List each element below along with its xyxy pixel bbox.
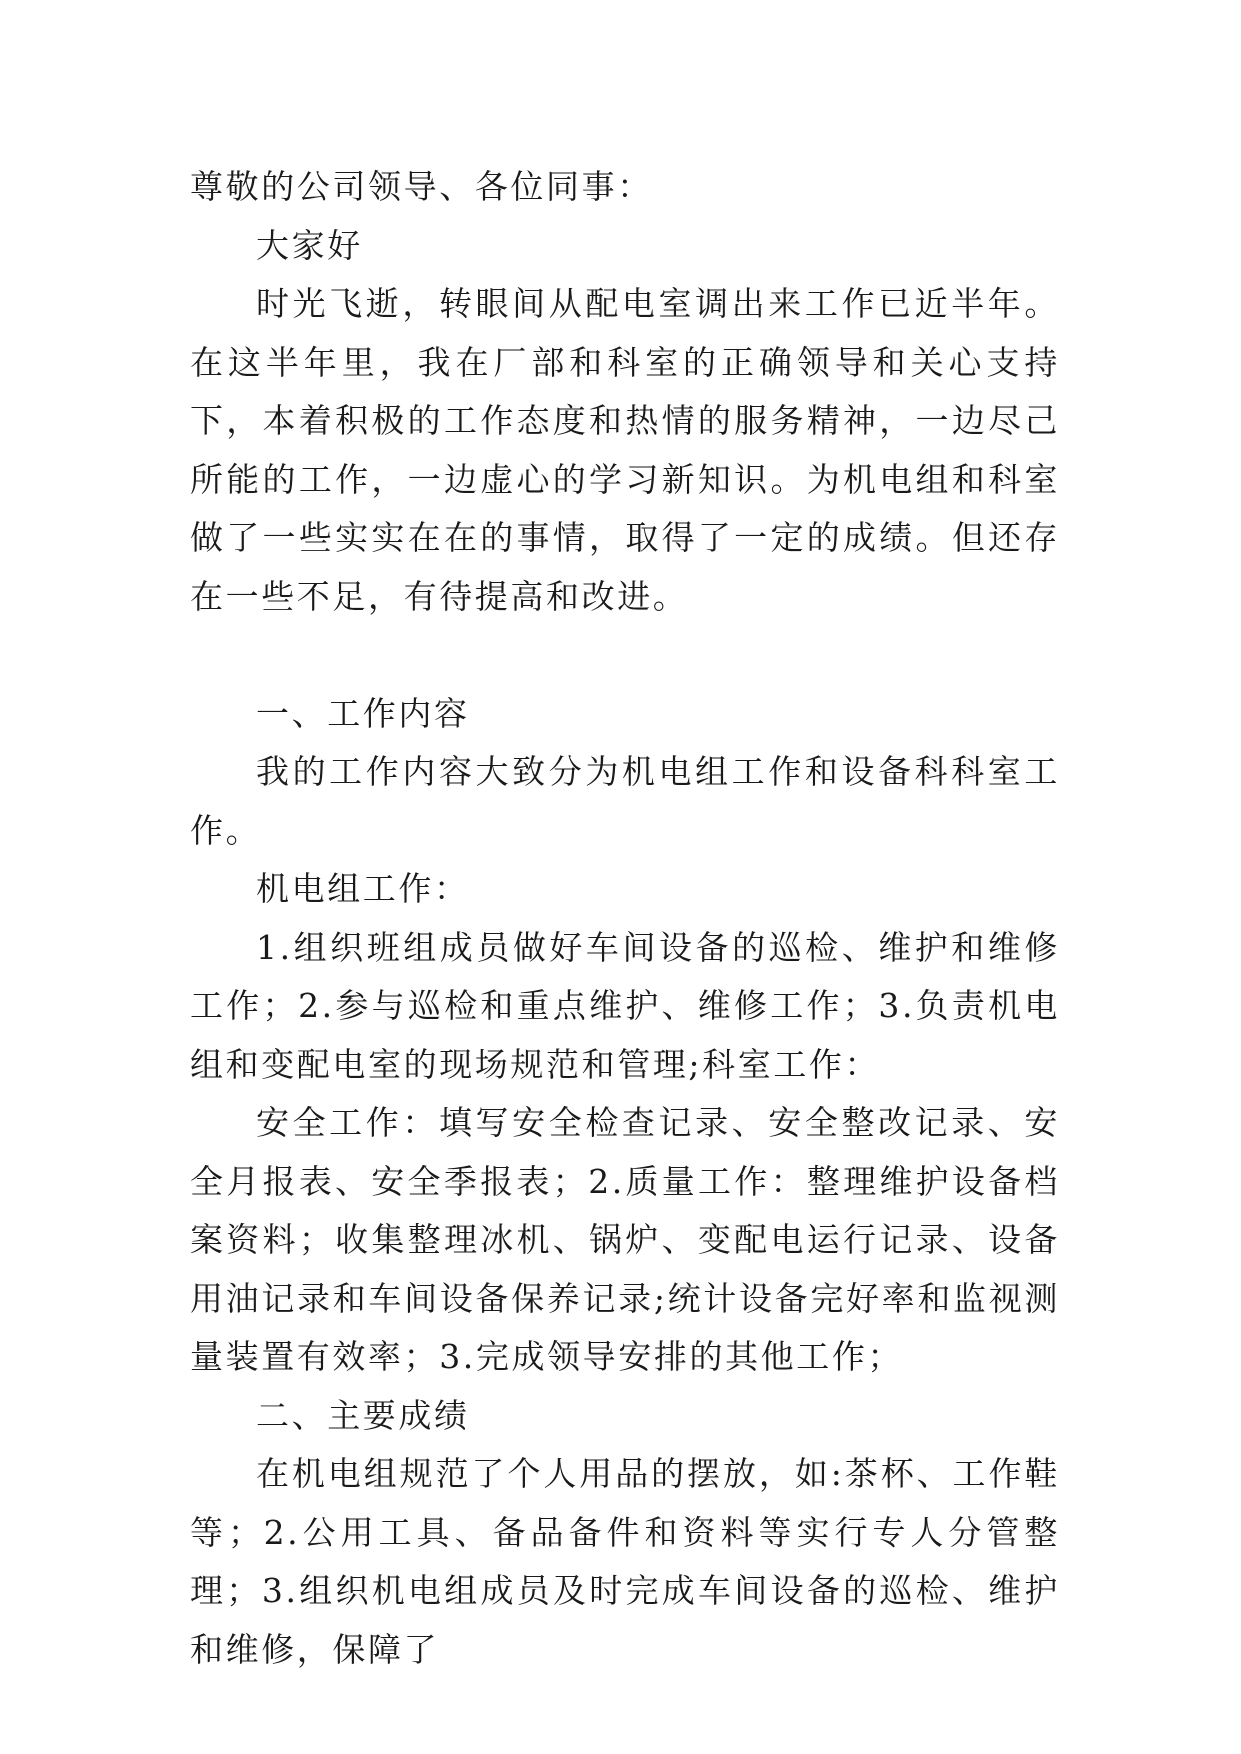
document-body [190, 158, 1060, 1679]
section-heading-achievements: 二、主要成绩 [256, 1395, 470, 1435]
mech-group-title: 机电组工作： [256, 869, 470, 908]
salutation: 尊敬的公司领导、各位同事： [190, 167, 653, 206]
office-duties-paragraph: 安全工作：填写安全检查记录、安全整改记录、安全月报表、安全季报表；2.质量工作：整理维护设备档案资料；收集整理冰机、锅炉、变配电运行记录、设备用油记录和车间设备保养记录;统计设备完好率和监视测量装置有效率；3.完成领导安排的其他工作； [190, 1103, 1060, 1376]
work-overview-paragraph: 我的工作内容大致分为机电组工作和设备科科室工作。 [190, 752, 1060, 850]
blank-line [190, 626, 1060, 685]
greeting: 大家好 [256, 225, 363, 265]
intro-paragraph: 时光飞逝，转眼间从配电室调出来工作已近半年。在这半年里，我在厂部和科室的正确领导和关心支持下，本着积极的工作态度和热情的服务精神，一边尽己所能的工作，一边虚心的学习新知识。为机电组和科室做了一些实实在在的事情，取得了一定的成绩。但还存在一些不足，有待提高和改进。 [190, 284, 1060, 616]
section-heading-work-content: 一、工作内容 [256, 693, 470, 733]
mech-group-duties-paragraph: 1.组织班组成员做好车间设备的巡检、维护和维修工作；2.参与巡检和重点维护、维修工作；3.负责机电组和变配电室的现场规范和管理;科室工作： [190, 927, 1060, 1084]
achievements-paragraph: 在机电组规范了个人用品的摆放，如:茶杯、工作鞋等；2.公用工具、备品备件和资料等实行专人分管整理；3.组织机电组成员及时完成车间设备的巡检、维护和维修，保障了 [190, 1454, 1060, 1669]
